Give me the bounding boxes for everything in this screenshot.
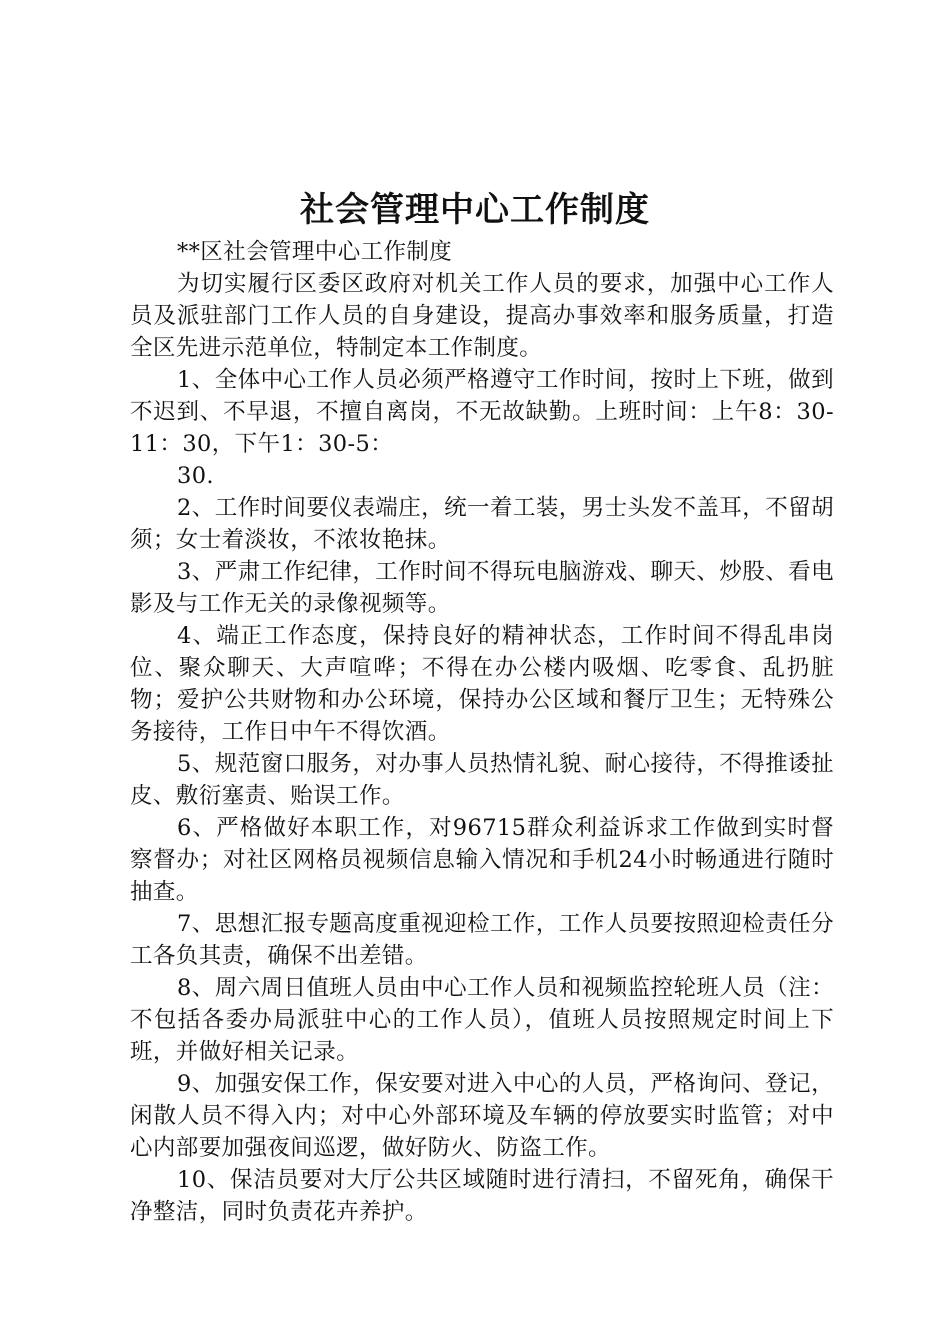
rule-paragraph-10: 10、保洁员要对大厅公共区域随时进行清扫，不留死角，确保干净整洁，同时负责花卉养护。 — [130, 1167, 834, 1225]
rule-paragraph-1-continued: 30. — [177, 463, 214, 489]
document-title: 社会管理中心工作制度 — [300, 190, 650, 230]
subtitle-paragraph: **区社会管理中心工作制度 — [177, 239, 453, 265]
rule-paragraph-7: 7、思想汇报专题高度重视迎检工作，工作人员要按照迎检责任分工各负其责，确保不出差错。 — [130, 911, 834, 969]
rule-paragraph-3: 3、严肃工作纪律，工作时间不得玩电脑游戏、聊天、炒股、看电影及与工作无关的录像视频等。 — [130, 559, 834, 617]
rule-paragraph-4: 4、端正工作态度，保持良好的精神状态，工作时间不得乱串岗位、聚众聊天、大声喧哗；不得在办公楼内吸烟、吃零食、乱扔脏物；爱护公共财物和办公环境，保持办公区域和餐厅卫生；无特殊公务接待，工作日中午不得饮酒。 — [130, 623, 834, 745]
rule-paragraph-6: 6、严格做好本职工作，对96715群众利益诉求工作做到实时督察督办；对社区网格员视频信息输入情况和手机24小时畅通进行随时抽查。 — [130, 815, 834, 905]
rule-paragraph-5: 5、规范窗口服务，对办事人员热情礼貌、耐心接待，不得推诿扯皮、敷衍塞责、贻误工作。 — [130, 751, 834, 809]
rule-paragraph-1: 1、全体中心工作人员必须严格遵守工作时间，按时上下班，做到不迟到、不早退，不擅自离岗，不无故缺勤。上班时间：上午8：30-11：30，下午1：30-5： — [130, 367, 834, 457]
rule-paragraph-2: 2、工作时间要仪表端庄，统一着工装，男士头发不盖耳，不留胡须；女士着淡妆，不浓妆艳抹。 — [130, 495, 834, 553]
document-body — [130, 236, 834, 1228]
intro-paragraph: 为切实履行区委区政府对机关工作人员的要求，加强中心工作人员及派驻部门工作人员的自身建设，提高办事效率和服务质量，打造全区先进示范单位，特制定本工作制度。 — [130, 271, 834, 361]
rule-paragraph-8: 8、周六周日值班人员由中心工作人员和视频监控轮班人员（注：不包括各委办局派驻中心的工作人员），值班人员按照规定时间上下班，并做好相关记录。 — [130, 975, 834, 1065]
rule-paragraph-9: 9、加强安保工作，保安要对进入中心的人员，严格询问、登记，闲散人员不得入内；对中心外部环境及车辆的停放要实时监管；对中心内部要加强夜间巡逻，做好防火、防盗工作。 — [130, 1071, 834, 1161]
